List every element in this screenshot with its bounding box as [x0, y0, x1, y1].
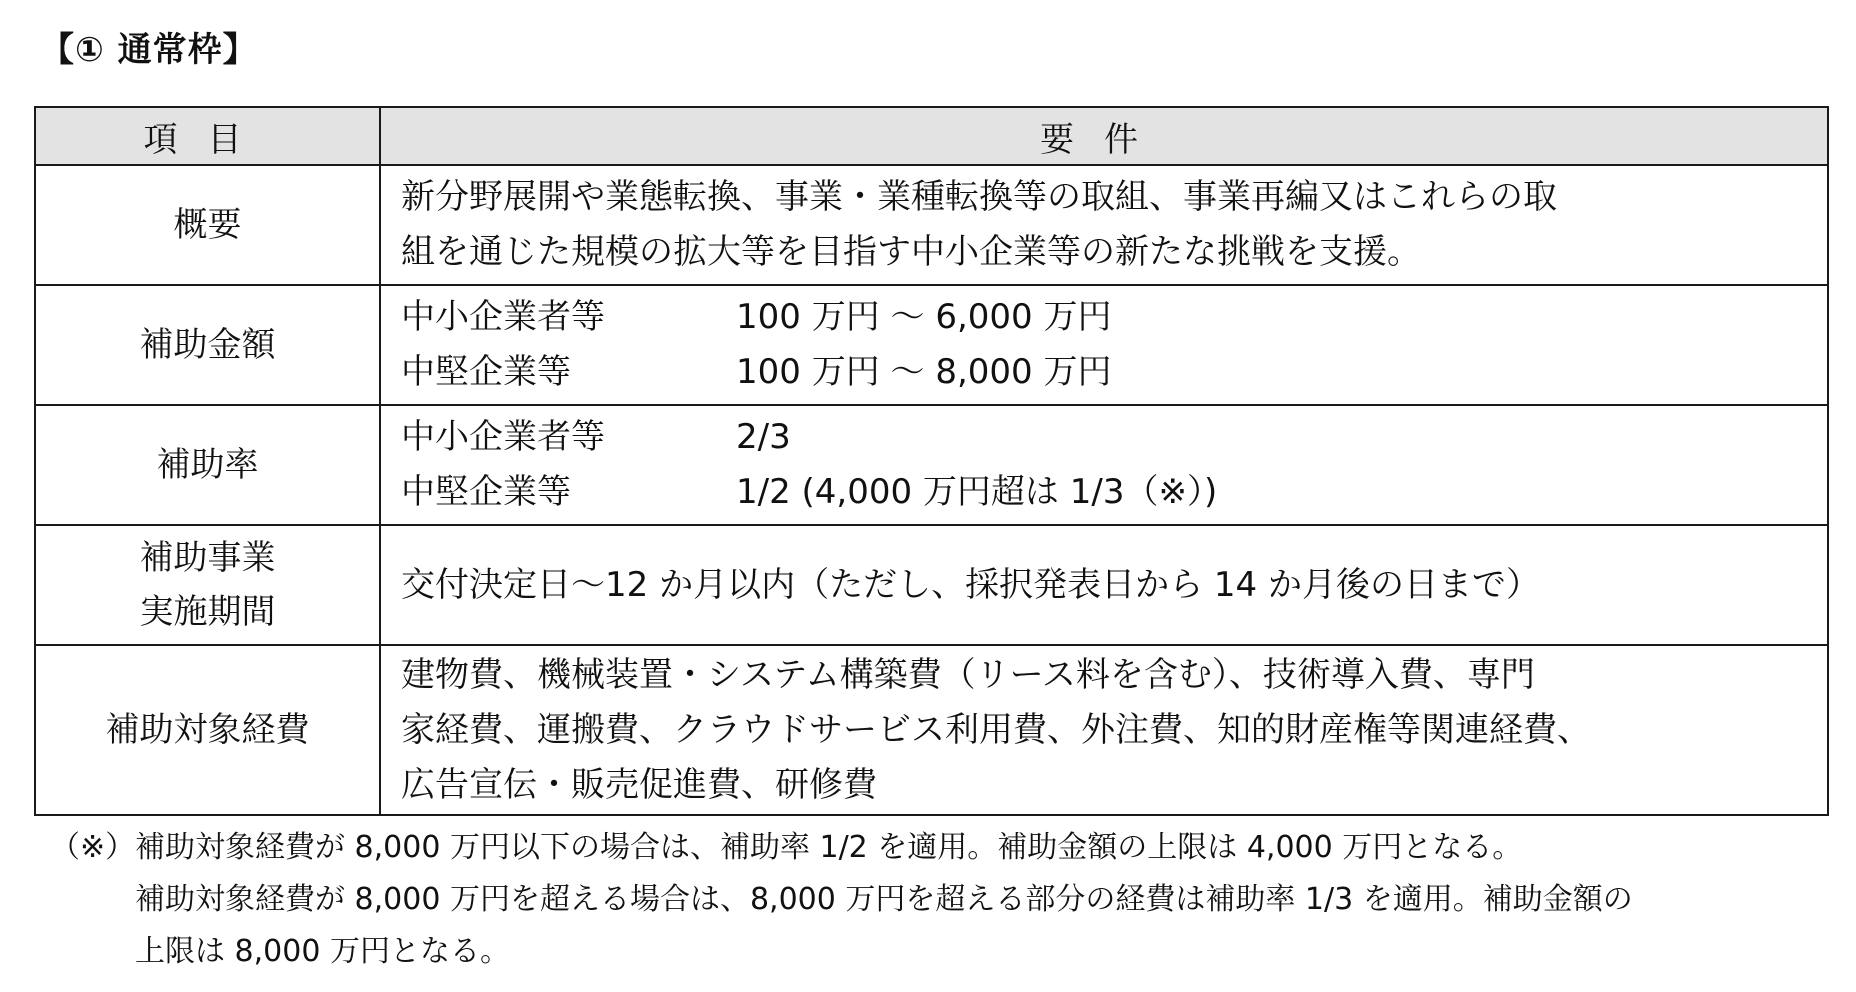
table-row-subsidy-amount [35, 285, 1828, 405]
row-value-implementation-period [380, 525, 1828, 645]
amount-value: 100 万円 ～ 8,000 万円 [736, 352, 1112, 392]
rate-pair [401, 465, 1817, 520]
table-row-eligible-costs [35, 645, 1828, 815]
table-row-implementation-period [35, 525, 1828, 645]
footnote-line: 上限は 8,000 万円となる。 [135, 934, 510, 969]
table-row-subsidy-rate [35, 405, 1828, 525]
rate-value: 2/3 [736, 417, 791, 457]
footnote-line: 補助対象経費が 8,000 万円を超える場合は、8,000 万円を超える部分の経費は補助率 1/3 を適用。補助金額の [135, 882, 1633, 917]
row-label-overview [35, 165, 380, 285]
table-row-overview [35, 165, 1828, 285]
table-header-row [35, 107, 1828, 165]
amount-pair [401, 345, 1817, 400]
row-label-text: 実施期間 [139, 592, 276, 632]
row-value-overview [380, 165, 1828, 285]
rate-pair [401, 410, 1817, 465]
overview-line: 新分野展開や業態転換、事業・業種転換等の取組、事業再編又はこれらの取 [401, 177, 1557, 217]
company-type-label: 中堅企業等 [401, 352, 571, 392]
row-value-eligible-costs [380, 645, 1828, 815]
company-type-label: 中堅企業等 [401, 472, 571, 512]
footnote [50, 822, 1840, 978]
header-item: 項目 [35, 107, 380, 165]
row-label-text: 補助率 [156, 445, 259, 485]
row-label-text: 補助対象経費 [105, 710, 310, 750]
amount-pair [401, 290, 1817, 345]
section-title: 【① 通常枠】 [40, 30, 258, 70]
row-label-eligible-costs [35, 645, 380, 815]
row-value-subsidy-rate [380, 405, 1828, 525]
overview-line: 組を通じた規模の拡大等を目指す中小企業等の新たな挑戦を支援。 [401, 232, 1421, 272]
costs-line: 広告宣伝・販売促進費、研修費 [401, 764, 877, 805]
row-label-text: 概要 [173, 205, 242, 245]
row-label-text: 補助金額 [139, 325, 276, 365]
row-label-implementation-period [35, 525, 380, 645]
period-line: 交付決定日～12 か月以内（ただし、採択発表日から 14 か月後の日まで） [401, 564, 1540, 605]
row-label-subsidy-rate [35, 405, 380, 525]
company-type-label: 中小企業者等 [401, 417, 605, 457]
footnote-line [50, 822, 1840, 874]
requirements-table [34, 106, 1829, 816]
costs-line: 家経費、運搬費、クラウドサービス利用費、外注費、知的財産権等関連経費、 [401, 709, 1591, 750]
footnote-mark: （※） [50, 830, 136, 865]
company-type-label: 中小企業者等 [401, 297, 605, 337]
amount-value: 100 万円 ～ 6,000 万円 [736, 297, 1112, 337]
rate-value: 1/2 (4,000 万円超は 1/3（※）) [736, 472, 1218, 512]
row-label-subsidy-amount [35, 285, 380, 405]
header-requirement: 要件 [380, 107, 1828, 165]
footnote-text: 補助対象経費が 8,000 万円以下の場合は、補助率 1/2 を適用。補助金額の上限は 4,000 万円となる。 [135, 830, 1523, 865]
costs-line: 建物費、機械装置・システム構築費（リース料を含む）、技術導入費、専門 [401, 654, 1535, 695]
row-value-subsidy-amount [380, 285, 1828, 405]
row-label-text: 補助事業 [139, 538, 276, 578]
